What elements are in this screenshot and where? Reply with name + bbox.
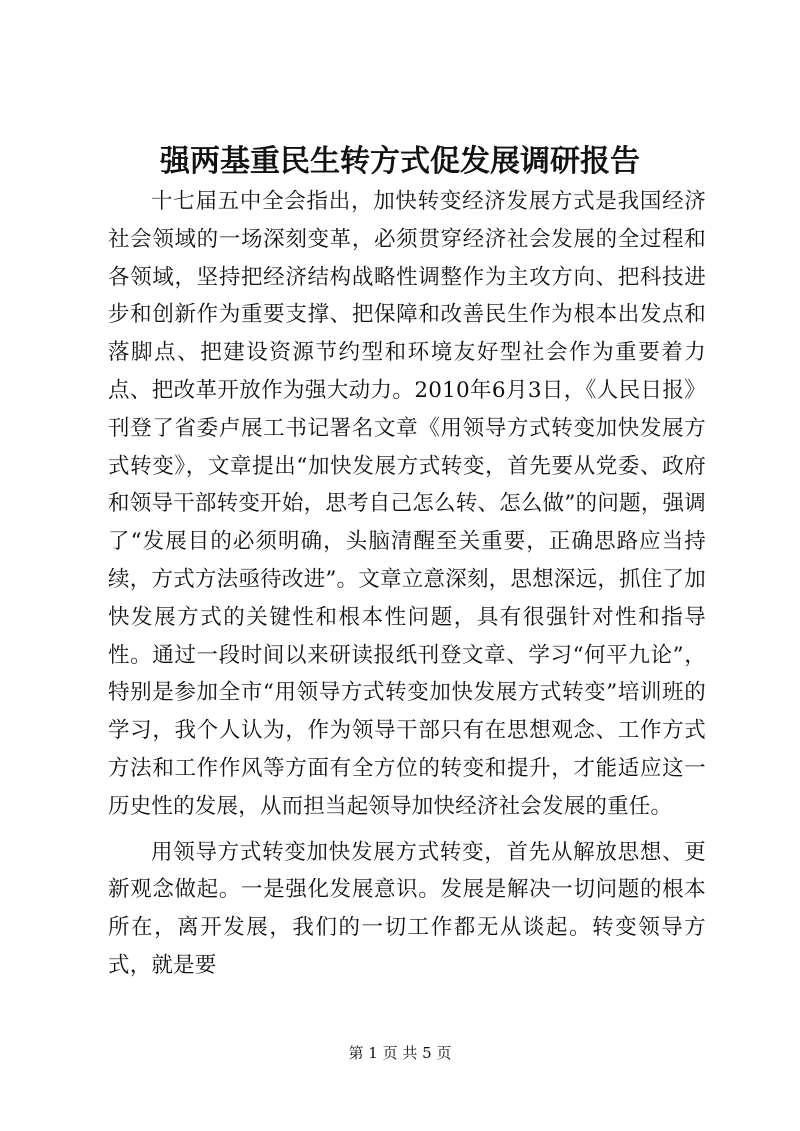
document-title: 强两基重民生转方式促发展调研报告 [160, 144, 640, 179]
paragraph-1: 十七届五中全会指出，加快转变经济发展方式是我国经济社会领域的一场深刻变革，必须贯穿经济社会发展的全过程和各领域，坚持把经济结构战略性调整作为主攻方向、把科技进步和创新作为重要支撑、把保障和改善民生作为根本出发点和落脚点、把建设资源节约型和环境友好型社会作为重要着力点、把改革开放作为强大动力。2010年6月3日，《人民日报》刊登了省委卢展工书记署名文章《用领导方式转变加快发展方式转变》，文章提出“加快发展方式转变，首先要从党委、政府和领导干部转变开始，思考自己怎么转、怎么做”的问题，强调了“发展目的必须明确，头脑清醒至关重要，正确思路应当持续，方式方法亟待改进”。文章立意深刻，思想深远，抓住了加快发展方式的关键性和根本性问题，具有很强针对性和指导性。通过一段时间以来研读报纸刊登文章、学习“何平九论”，特别是参加全市“用领导方式转变加快发展方式转变”培训班的学习，我个人认为，作为领导干部只有在思想观念、工作方式方法和工作作风等方面有全方位的转变和提升，才能适应这一历史性的发展，从而担当起领导加快经济社会发展的重任。 [108, 189, 706, 819]
paragraph-2: 用领导方式转变加快发展方式转变，首先从解放思想、更新观念做起。一是强化发展意识。发展是解决一切问题的根本所在，离开发展，我们的一切工作都无从谈起。转变领导方式，就是要 [108, 839, 706, 978]
page-number-footer: 第 1 页 共 5 页 [348, 1044, 452, 1062]
document-body [108, 183, 706, 985]
